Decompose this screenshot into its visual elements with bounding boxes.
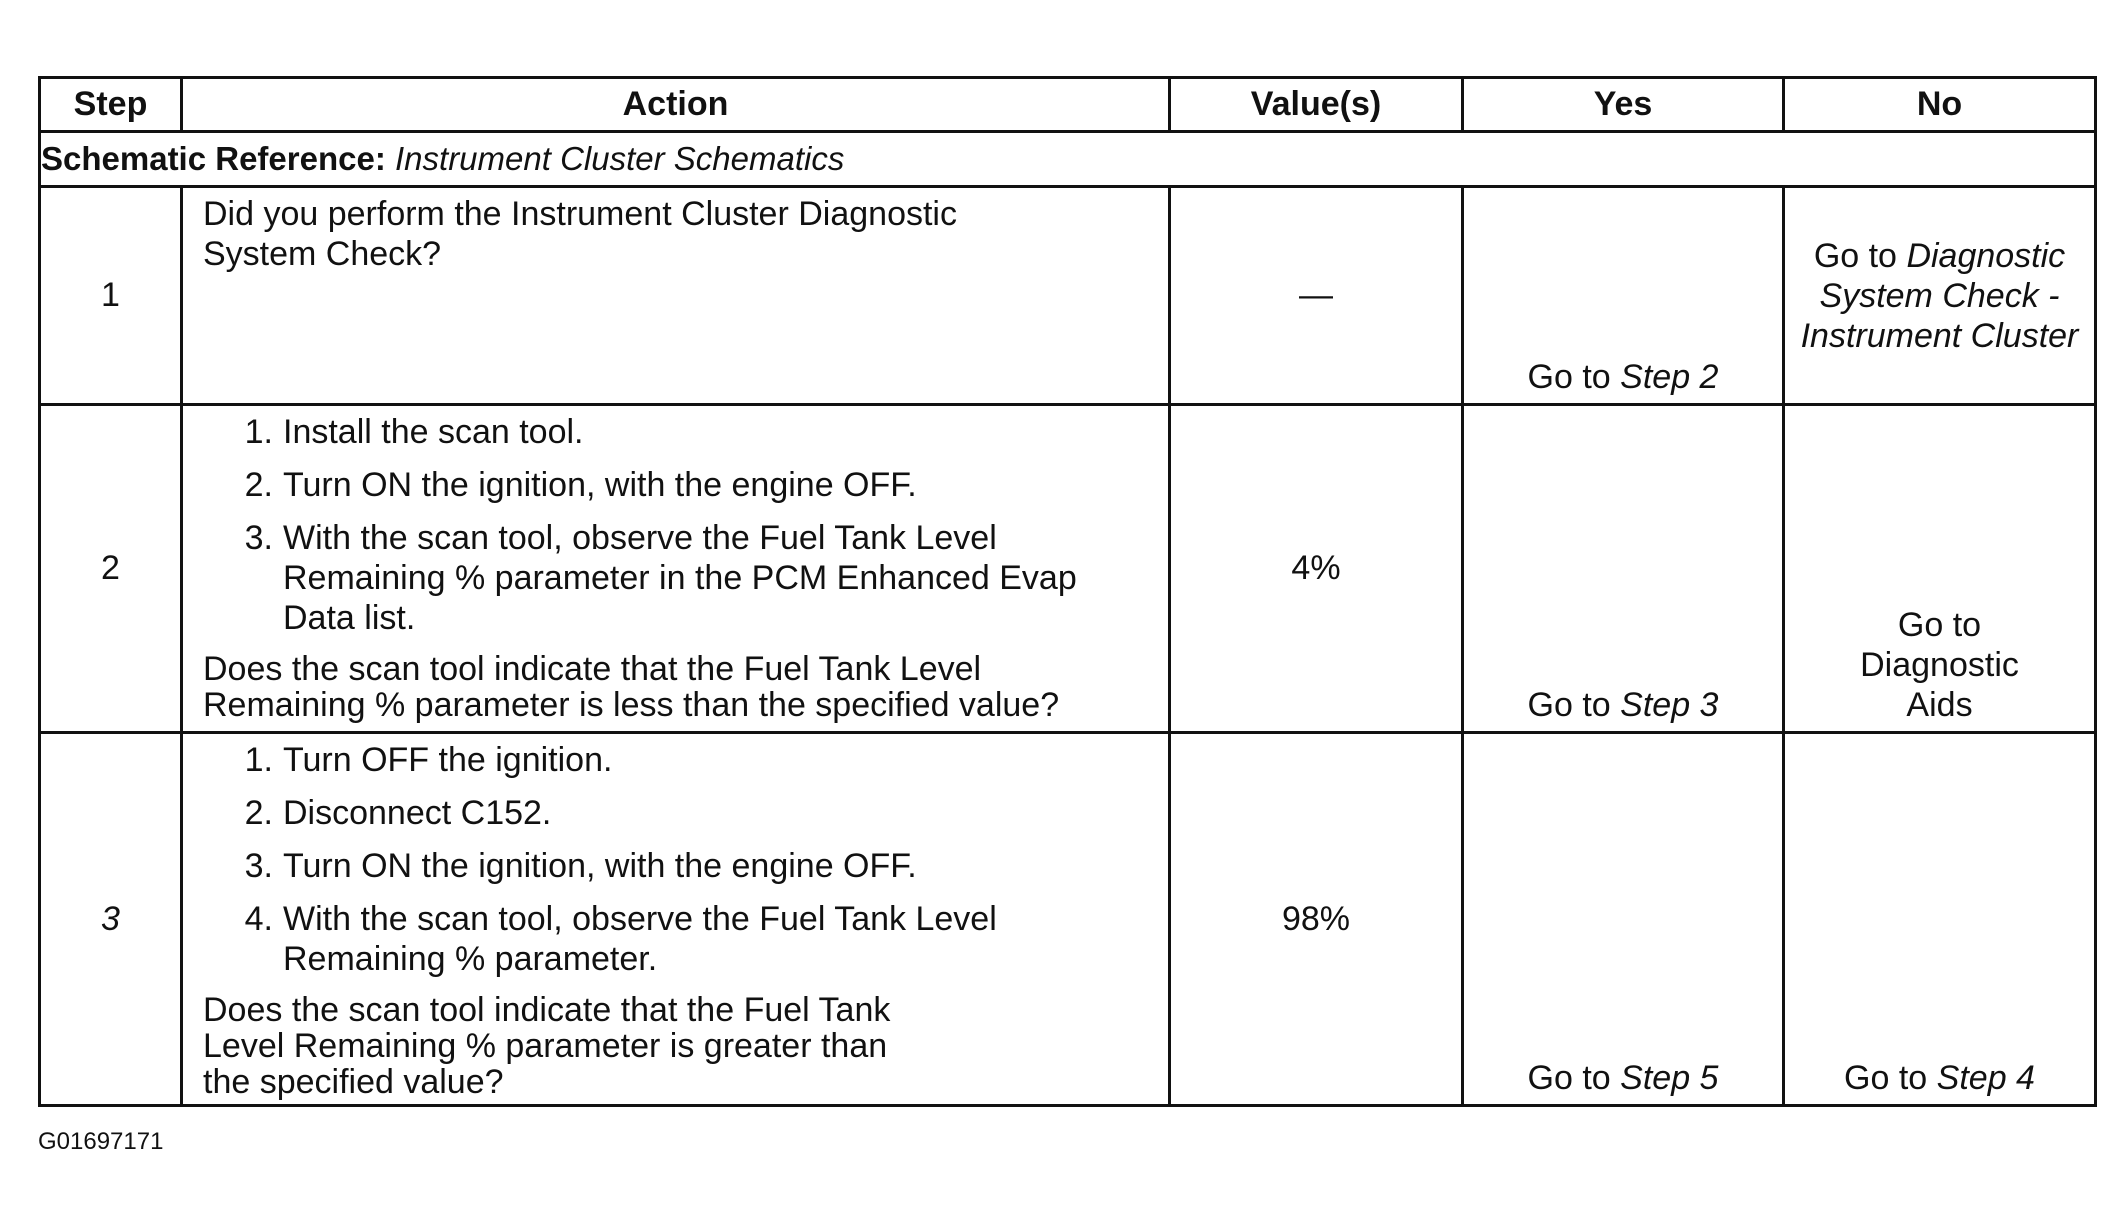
yes-prefix: Go to (1527, 686, 1611, 724)
value-cell: 98% (1170, 733, 1463, 1106)
no-prefix: Go to (1844, 1059, 1928, 1097)
action-cell (182, 187, 1170, 405)
yes-link[interactable]: Step 2 (1620, 358, 1719, 396)
action-step-item: 3. With the scan tool, observe the Fuel Tank Level Remaining % parameter in the PCM Enhanced Evap Data list. (244, 519, 1077, 637)
schematic-reference (40, 132, 2096, 187)
schematic-reference-row (40, 132, 2096, 187)
header-no: No (1784, 78, 2096, 132)
no-cell (1784, 405, 2096, 733)
header-step: Step (40, 78, 182, 132)
action-cell (182, 405, 1170, 733)
yes-cell (1463, 187, 1784, 405)
header-yes: Yes (1463, 78, 1784, 132)
action-step-item: 1. Install the scan tool. (244, 413, 584, 451)
schematic-reference-link[interactable]: Instrument Cluster Schematics (395, 140, 845, 177)
no-link[interactable]: Diagnostic System Check - Instrument Cluster (1800, 236, 2079, 355)
diagnostic-table (38, 76, 2097, 1107)
step-row-1 (40, 187, 2096, 405)
value-dash: — (1299, 276, 1333, 314)
header-action: Action (182, 78, 1170, 132)
header-values: Value(s) (1170, 78, 1463, 132)
action-step-item: 2. Disconnect C152. (244, 794, 552, 832)
yes-link[interactable]: Step 3 (1620, 686, 1719, 724)
step-number: 1 (40, 187, 182, 405)
action-step-item: 1. Turn OFF the ignition. (244, 741, 613, 779)
schematic-reference-label: Schematic Reference: (41, 140, 386, 177)
yes-prefix: Go to (1527, 358, 1611, 396)
action-step-item: 2. Turn ON the ignition, with the engine OFF. (244, 466, 917, 504)
no-link[interactable]: Go to Diagnostic Aids (1860, 606, 2019, 724)
yes-prefix: Go to (1527, 1059, 1611, 1097)
yes-cell (1463, 405, 1784, 733)
action-step-item: 3. Turn ON the ignition, with the engine OFF. (244, 847, 917, 885)
step-row-2 (40, 405, 2096, 733)
no-cell (1784, 733, 2096, 1106)
value-cell: 4% (1170, 405, 1463, 733)
no-cell (1784, 187, 2096, 405)
value-cell (1170, 187, 1463, 405)
no-link[interactable]: Step 4 (1936, 1059, 2035, 1097)
action-question: Did you perform the Instrument Cluster Diagnostic System Check? (203, 195, 957, 273)
action-steps (203, 740, 1148, 979)
header-row (40, 78, 2096, 132)
step-number: 3 (40, 733, 182, 1106)
action-question: Does the scan tool indicate that the Fuel Tank Level Remaining % parameter is greater than the specified value? (203, 991, 891, 1101)
action-step-item: 4. With the scan tool, observe the Fuel Tank Level Remaining % parameter. (244, 900, 997, 978)
yes-cell (1463, 733, 1784, 1106)
action-steps (203, 412, 1148, 638)
step-number: 2 (40, 405, 182, 733)
step-row-3 (40, 733, 2096, 1106)
action-cell (182, 733, 1170, 1106)
figure-id: G01697171 (38, 1128, 164, 1155)
no-prefix: Go to (1813, 236, 1897, 275)
yes-link[interactable]: Step 5 (1620, 1059, 1719, 1097)
action-question: Does the scan tool indicate that the Fuel Tank Level Remaining % parameter is less than the specified value? (203, 650, 1060, 724)
